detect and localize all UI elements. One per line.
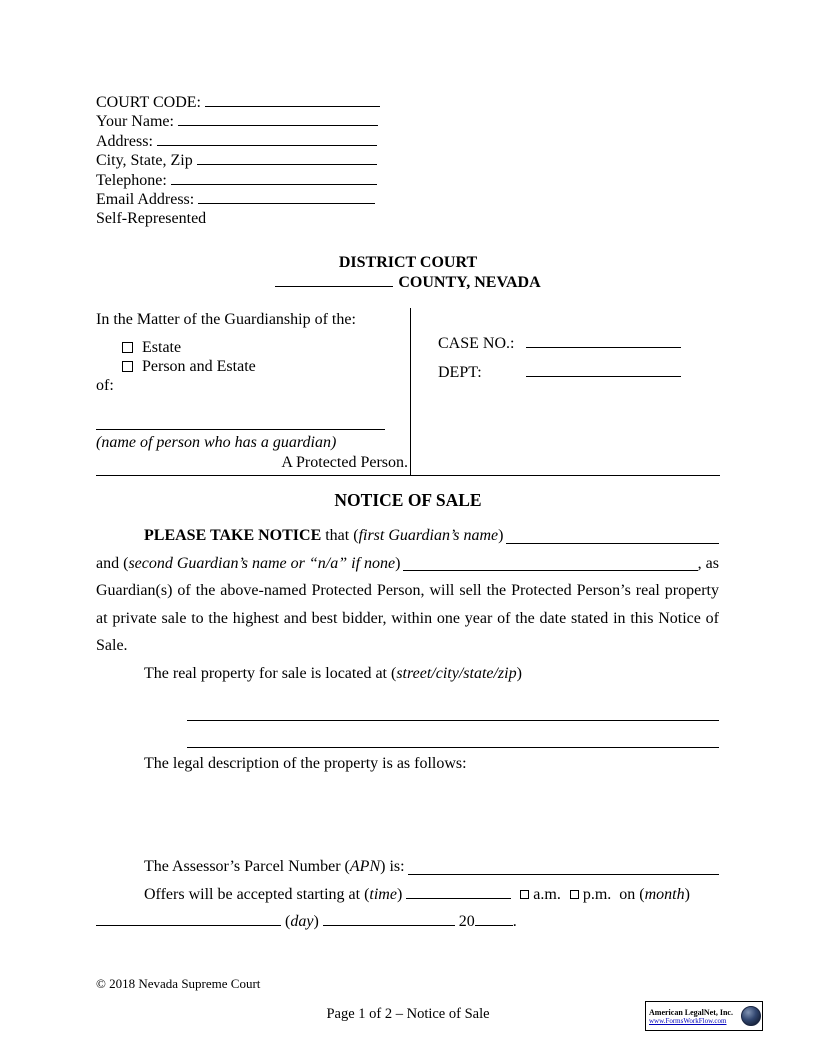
day-blank	[323, 913, 455, 926]
second-guardian-name-hint: second Guardian’s name or “n/a” if none	[128, 554, 396, 572]
apn-pre: The Assessor’s Parcel Number (	[144, 858, 350, 876]
line2-end: , as	[697, 554, 719, 572]
city-state-zip-label: City, State, Zip	[96, 152, 193, 170]
apn-post: ) is:	[380, 858, 405, 876]
telephone-label: Telephone:	[96, 171, 167, 189]
dept-line	[438, 363, 720, 382]
offers-close: )	[396, 885, 403, 903]
notice-paragraph-line-4: at private sale to the highest and best bidder, within one year of the date stated in this Notice of	[96, 609, 719, 627]
pm-label: p.m.	[582, 885, 612, 903]
notice-paragraph-line-3: Guardian(s) of the above-named Protected Person, will sell the Protected Person’s real property	[96, 582, 719, 600]
notice-paragraph-line-2	[96, 550, 719, 578]
street-city-state-zip-hint: street/city/state/zip	[396, 664, 517, 682]
line1-close: )	[498, 527, 504, 544]
self-represented-line	[96, 209, 380, 228]
legal-description-blank-space	[96, 777, 719, 853]
county-blank	[275, 274, 393, 287]
first-guardian-name-blank	[506, 522, 719, 544]
your-name-label: Your Name:	[96, 113, 174, 131]
notice-of-sale-title: NOTICE OF SALE	[334, 490, 482, 510]
apn-hint: APN	[349, 858, 381, 876]
first-guardian-name-hint: first Guardian’s name	[358, 527, 499, 544]
case-caption	[96, 308, 720, 476]
notice-line1-text	[96, 522, 503, 550]
dept-blank	[526, 364, 681, 377]
court-code-blank	[205, 94, 380, 107]
year-blank	[475, 913, 513, 926]
district-court-title: DISTRICT COURT	[338, 254, 478, 271]
page-number-footer: Page 1 of 2 – Notice of Sale	[326, 1006, 490, 1022]
time-hint: time	[369, 885, 397, 903]
protected-person-name-blank	[96, 417, 385, 430]
dept-label: DEPT:	[438, 364, 482, 381]
notice-body	[96, 522, 719, 936]
telephone-blank	[171, 172, 377, 185]
pm-checkbox[interactable]	[570, 890, 579, 899]
month-day-year-line	[96, 908, 719, 936]
city-state-zip-line	[96, 151, 380, 170]
day-close: )	[313, 913, 319, 931]
of-label: of:	[96, 377, 114, 394]
am-checkbox[interactable]	[520, 890, 529, 899]
month-close: )	[684, 885, 690, 903]
email-line	[96, 190, 380, 209]
apn-line	[96, 853, 719, 881]
american-legalnet-logo	[645, 1001, 763, 1031]
formsworkflow-link[interactable]: www.FormsWorkFlow.com	[649, 1016, 727, 1025]
globe-icon	[741, 1006, 761, 1026]
your-name-blank	[178, 113, 378, 126]
month-hint: month	[644, 885, 685, 903]
name-hint: (name of person who has a guardian)	[96, 434, 337, 451]
city-state-zip-blank	[197, 152, 377, 165]
filer-info-block	[96, 93, 380, 229]
time-blank	[406, 886, 511, 899]
line1-mid: that (	[321, 527, 359, 544]
apn-blank	[408, 853, 719, 875]
address-label: Address:	[96, 132, 153, 150]
second-guardian-name-blank	[403, 550, 697, 572]
person-and-estate-checkbox[interactable]	[122, 361, 133, 372]
offers-line	[96, 881, 719, 909]
year-prefix: 20	[458, 913, 475, 931]
email-blank	[198, 191, 375, 204]
estate-label: Estate	[142, 339, 182, 356]
legalnet-company-name: American LegalNet, Inc.	[649, 1007, 733, 1017]
person-and-estate-label: Person and Estate	[142, 358, 256, 375]
legalnet-text-block	[649, 1008, 739, 1025]
month-blank	[96, 913, 281, 926]
line2-start: and (	[96, 554, 129, 572]
court-code-label: COURT CODE:	[96, 94, 201, 111]
copyright-notice: © 2018 Nevada Supreme Court	[96, 976, 261, 991]
email-label: Email Address:	[96, 191, 195, 209]
case-no-blank	[526, 335, 681, 348]
apn-text	[96, 853, 405, 881]
address-line	[96, 132, 380, 151]
case-no-label: CASE NO.:	[438, 335, 515, 352]
self-represented-label: Self-Represented	[96, 210, 207, 228]
county-suffix: COUNTY, NEVADA	[398, 273, 541, 291]
protected-person-label: A Protected Person.	[281, 454, 408, 471]
line2-close: )	[395, 554, 401, 572]
estate-checkbox[interactable]	[122, 342, 133, 353]
property-address-blank-2	[187, 721, 719, 748]
caption-left-column	[96, 308, 410, 475]
telephone-line	[96, 171, 380, 190]
estate-checkbox-row	[122, 338, 410, 357]
notice-paragraph-line-1	[96, 522, 719, 550]
legal-description-line: The legal description of the property is as follows:	[144, 754, 467, 772]
caption-right-column	[410, 308, 720, 475]
person-and-estate-checkbox-row	[122, 357, 410, 376]
address-blank	[157, 133, 377, 146]
sentence-period: .	[512, 913, 517, 931]
property-location-line	[96, 660, 719, 688]
notice-line2-text	[96, 550, 400, 578]
day-hint: day	[290, 913, 314, 931]
your-name-line	[96, 112, 380, 131]
please-take-notice: PLEASE TAKE NOTICE	[144, 527, 322, 544]
day-open: (	[285, 913, 291, 931]
located-pre: The real property for sale is located at (	[144, 664, 397, 682]
county-line	[0, 273, 816, 293]
court-heading	[0, 253, 816, 292]
property-address-blank-1	[187, 688, 719, 721]
guardianship-matter-label: In the Matter of the Guardianship of the:	[96, 311, 356, 328]
court-code-line	[96, 93, 380, 112]
offers-pre: Offers will be accepted starting at (	[144, 885, 370, 903]
on-label: on (	[619, 885, 645, 903]
am-label: a.m.	[533, 885, 561, 903]
located-post: )	[516, 664, 522, 682]
notice-paragraph-line-5: Sale.	[96, 637, 128, 655]
case-no-line	[438, 334, 720, 353]
